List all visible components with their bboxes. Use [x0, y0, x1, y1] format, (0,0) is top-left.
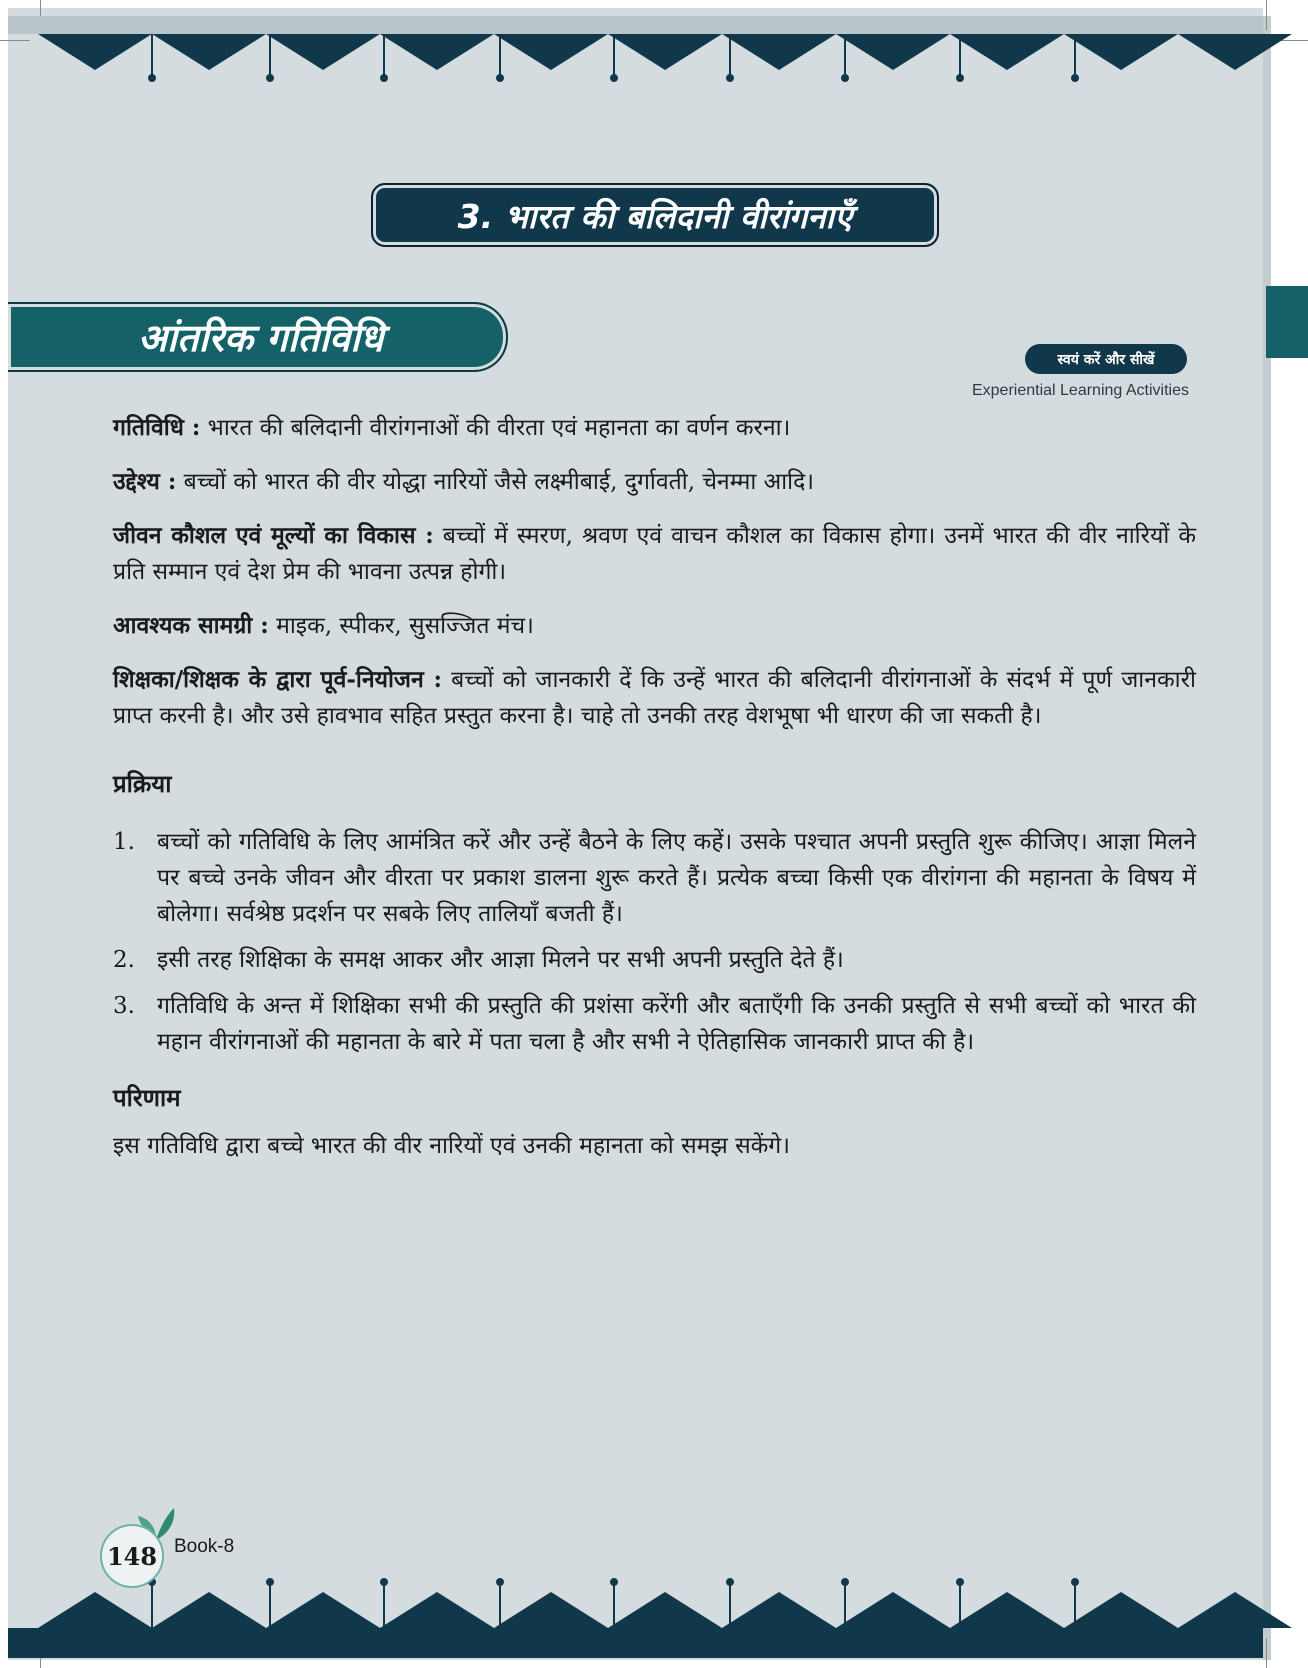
life-skills-label: जीवन कौशल एवं मूल्यों का विकास : [113, 522, 434, 549]
pennant [722, 34, 836, 70]
section-banner [8, 302, 508, 372]
step-text: इसी तरह शिक्षिका के समक्ष आकर और आज्ञा मिलने पर सभी अपनी प्रस्तुति देते हैं। [157, 947, 844, 973]
step-text: गतिविधि के अन्त में शिक्षिका सभी की प्रस्तुति की प्रशंसा करेंगी और बताएँगी कि उनकी प्रस्तुति से सभी बच्चों को भारत की महान वीरांगनाओं की महानता के बारे में पता चला है और सभी ने ऐतिहासिक जानकारी प्राप्त की है। [157, 993, 1196, 1055]
pennant [494, 1592, 608, 1628]
activity-text: भारत की बलिदानी वीरांगनाओं की वीरता एवं महानता का वर्णन करना। [200, 415, 791, 441]
pin-dot [842, 75, 848, 81]
pennant [608, 1592, 722, 1628]
book-label: Book-8 [174, 1536, 235, 1557]
pin-dot [727, 1579, 733, 1585]
pennant [494, 34, 608, 70]
objective-paragraph [113, 464, 1196, 500]
step-number: 2. [113, 947, 135, 973]
pin-dot [611, 1579, 617, 1585]
pennant [608, 34, 722, 70]
bottom-bunting-decoration [0, 1568, 1308, 1668]
pennant [38, 1592, 152, 1628]
pennant [950, 34, 1064, 70]
pin-dot [727, 75, 733, 81]
pin-dot [497, 75, 503, 81]
pin-dot [842, 1579, 848, 1585]
pennant [950, 1592, 1064, 1628]
pennant [836, 1592, 950, 1628]
pin-dot [497, 1579, 503, 1585]
materials-paragraph [113, 608, 1196, 644]
pin-dot [267, 75, 273, 81]
list-item [113, 988, 1196, 1060]
pennant [1178, 1592, 1292, 1628]
step-text: बच्चों को गतिविधि के लिए आमंत्रित करें और उन्हें बैठने के लिए कहें। उसके पश्चात अपनी प्रस्तुति शुरू कीजिए। आज्ञा मिलने पर बच्चे उनके जीवन और वीरता पर प्रकाश डालना शुरू करते हैं। प्रत्येक बच्चा किसी एक वीरांगना की महानता के विषय में बोलेगा। सर्वश्रेष्ठ प्रदर्शन पर सबके लिए तालियाँ बजती हैं। [157, 829, 1196, 927]
materials-text: माइक, स्पीकर, सुसज्जित मंच। [268, 613, 534, 639]
planning-label: शिक्षका/शिक्षक के द्वारा पूर्व-नियोजन : [113, 666, 443, 693]
pin-dot [1072, 75, 1078, 81]
page-number: 148 [100, 1524, 164, 1588]
pennant [152, 34, 266, 70]
pennant [380, 1592, 494, 1628]
pennant [152, 1592, 266, 1628]
planning-text: बच्चों को जानकारी दें कि उन्हें भारत की बलिदानी वीरांगनाओं के संदर्भ में पूर्ण जानकारी प्राप्त करनी है। और उसे हावभाव सहित प्रस्तुत करना है। चाहे तो उनकी तरह वेशभूषा भी धारण की जा सकती है। [113, 667, 1196, 729]
pennant [38, 34, 152, 70]
pin-dot [611, 75, 617, 81]
pennant [266, 1592, 380, 1628]
step-number: 1. [113, 829, 135, 855]
life-skills-paragraph [113, 518, 1196, 590]
list-item [113, 824, 1196, 932]
pennant [722, 1592, 836, 1628]
result-heading: परिणाम [113, 1083, 181, 1112]
pennant [1178, 34, 1292, 70]
experiential-caption: Experiential Learning Activities [971, 382, 1189, 399]
section-title: आंतरिक गतिविधि [138, 316, 384, 360]
pin-dot [1072, 1579, 1078, 1585]
side-tab-marker [1266, 286, 1308, 358]
list-item [113, 942, 1196, 978]
page-edge-strip [1263, 16, 1271, 1660]
pin-dot [957, 75, 963, 81]
pennant [1064, 34, 1178, 70]
step-number: 3. [113, 993, 135, 1019]
pennant [836, 34, 950, 70]
main-content [113, 410, 1196, 1182]
experiential-badge: स्वयं करें और सीखें [1025, 344, 1187, 374]
pin-dot [381, 1579, 387, 1585]
activity-label: गतिविधि : [113, 414, 201, 441]
process-steps [113, 824, 1196, 1060]
objective-text: बच्चों को भारत की वीर योद्धा नारियों जैसे लक्ष्मीबाई, दुर्गावती, चेनम्मा आदि। [176, 469, 814, 495]
chapter-title: 3. भारत की बलिदानी वीरांगनाएँ [371, 183, 939, 247]
materials-label: आवश्यक सामग्री : [113, 612, 269, 639]
activity-paragraph [113, 410, 1196, 446]
top-bunting-decoration [0, 0, 1308, 100]
life-skills-text: बच्चों में स्मरण, श्रवण एवं वाचन कौशल का विकास होगा। उनमें भारत की वीर नारियों के प्रति सम्मान एवं देश प्रेम की भावना उत्पन्न होगी। [113, 523, 1196, 585]
objective-label: उद्देश्य : [113, 468, 177, 495]
pin-dot [149, 75, 155, 81]
pin-dot [957, 1579, 963, 1585]
pennant [1064, 1592, 1178, 1628]
result-text: इस गतिविधि द्वारा बच्चे भारत की वीर नारियों एवं उनकी महानता को समझ सकेंगे। [113, 1133, 790, 1159]
pennant [266, 34, 380, 70]
pin-dot [381, 75, 387, 81]
pennant [380, 34, 494, 70]
planning-paragraph [113, 662, 1196, 734]
pin-dot [267, 1579, 273, 1585]
process-heading: प्रक्रिया [113, 769, 172, 798]
